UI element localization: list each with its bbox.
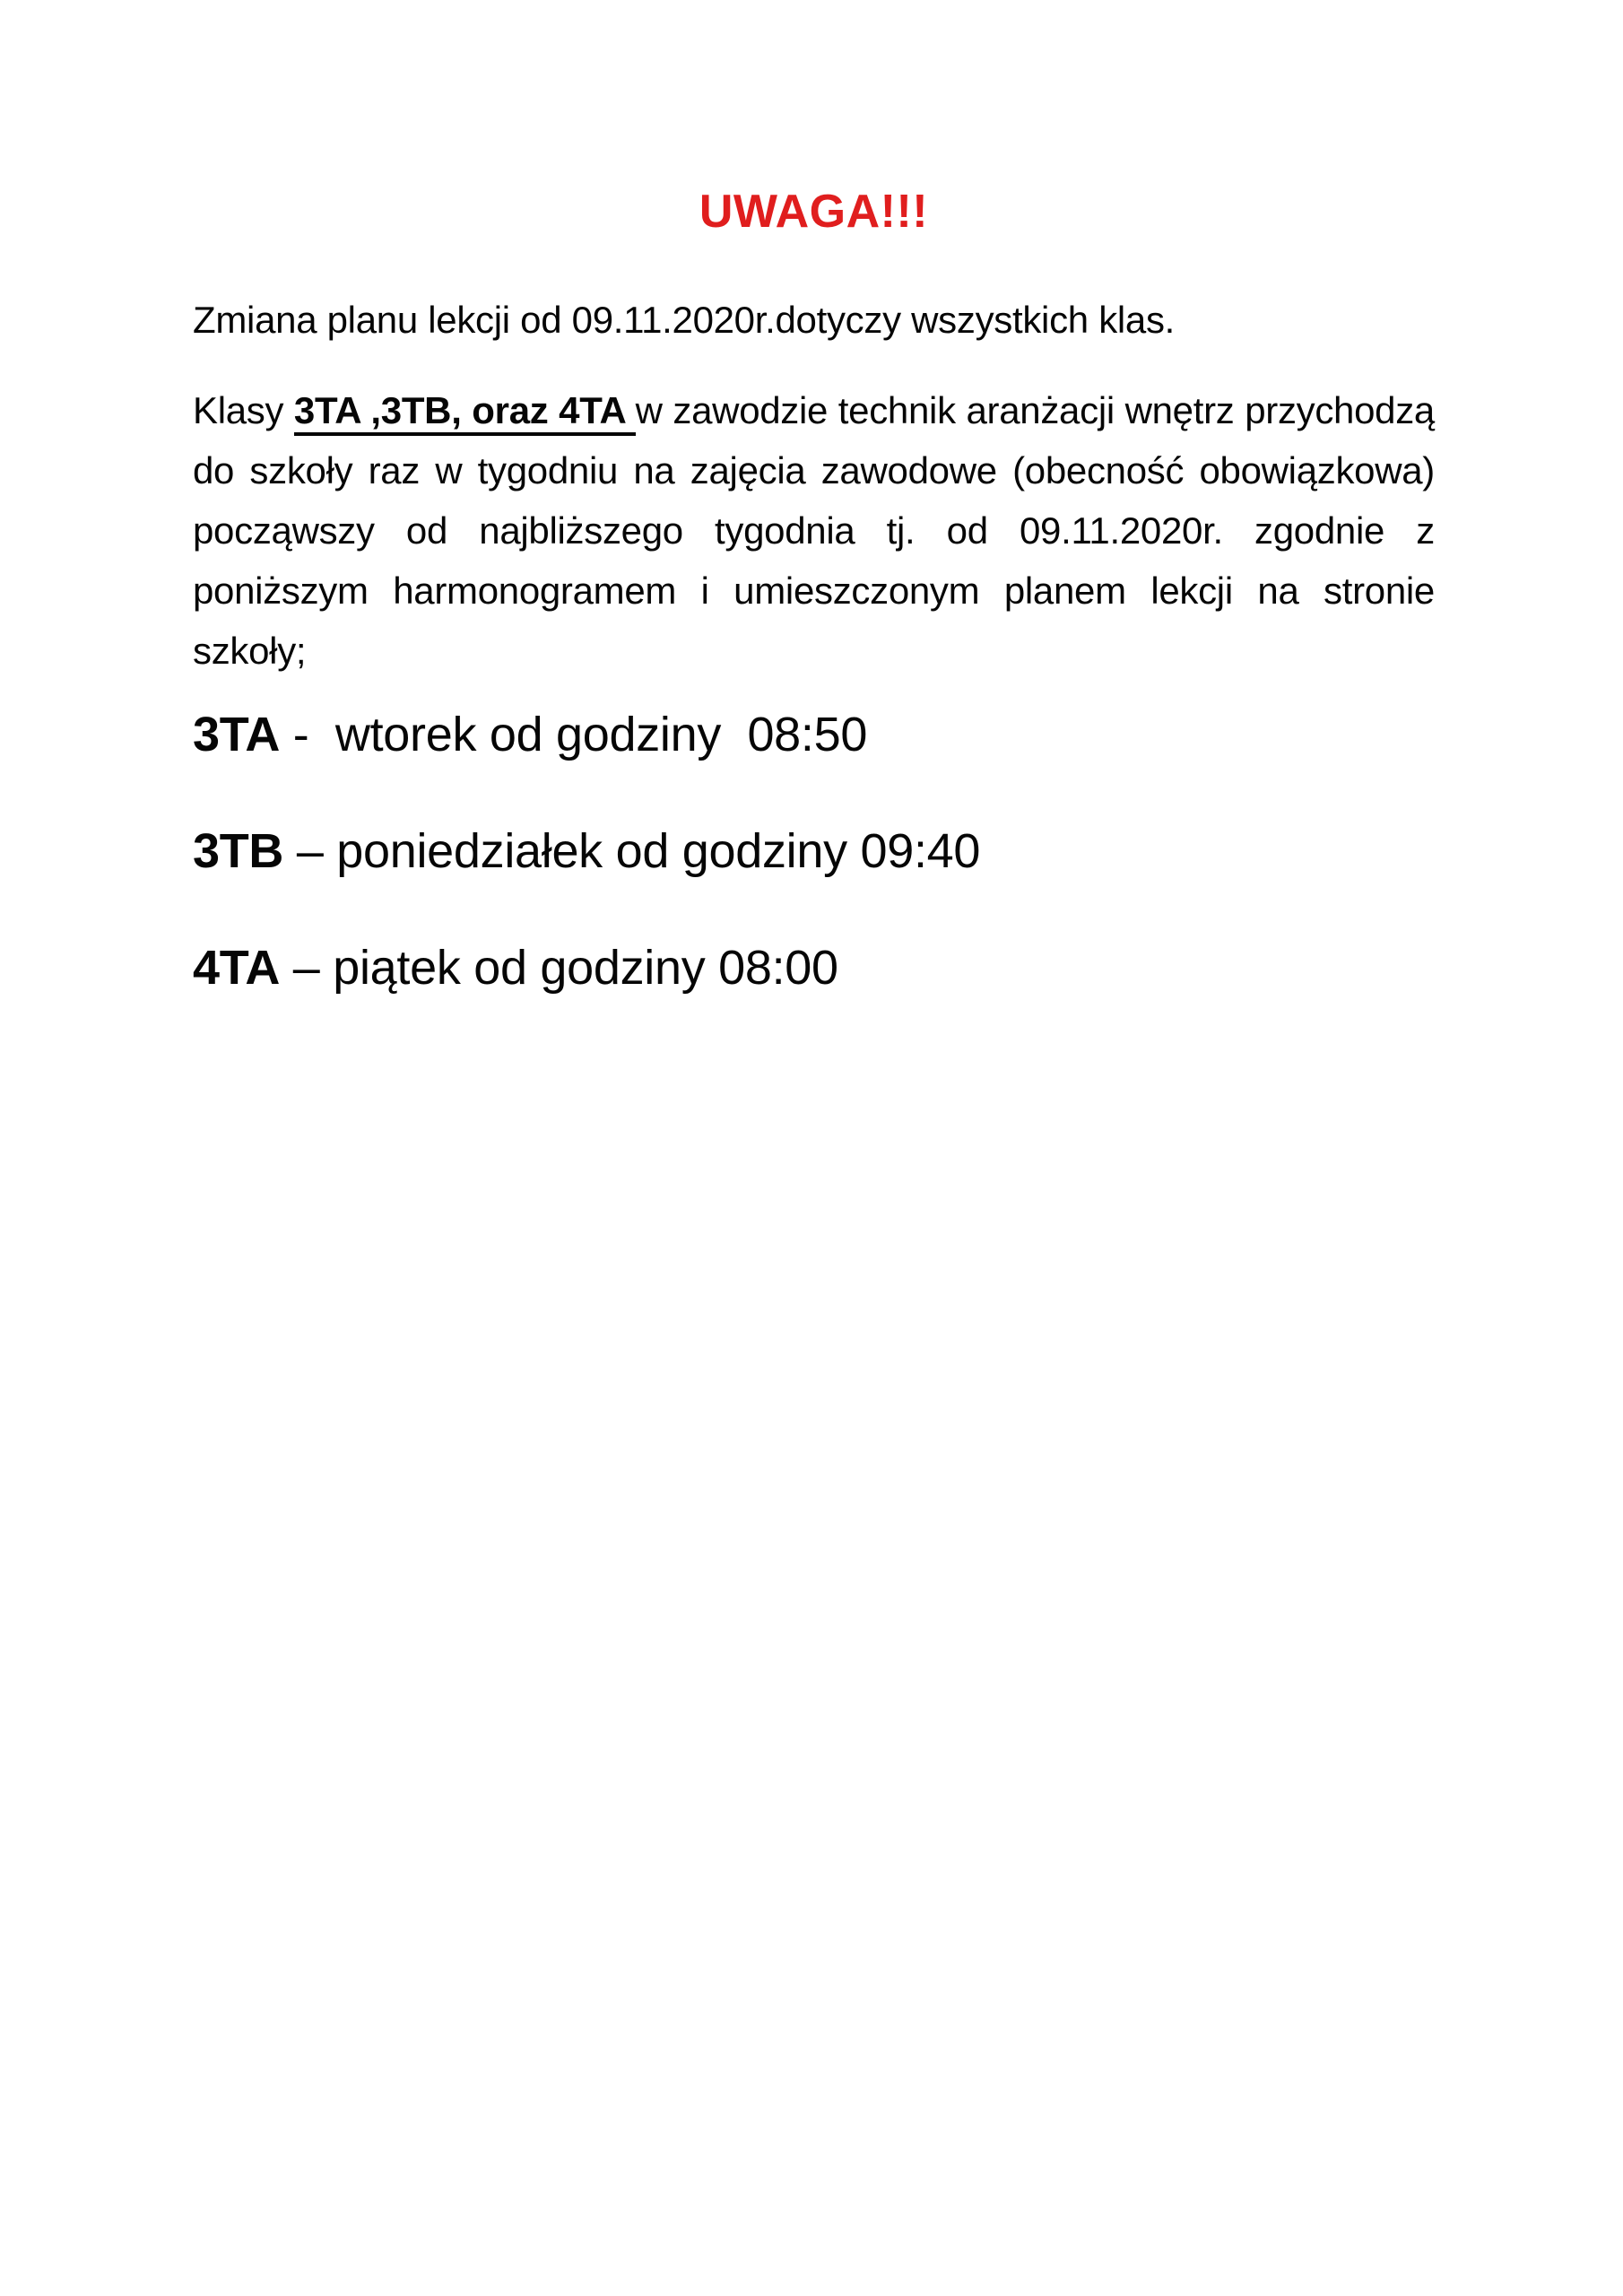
schedule-line-4ta <box>193 934 1435 1002</box>
main-paragraph-prefix: Klasy <box>193 389 294 431</box>
main-paragraph <box>193 380 1435 681</box>
schedule-details-3tb: – poniedziałek od godziny 09:40 <box>283 824 981 878</box>
main-paragraph-rest: w zawodzie technik aranżacji wnętrz przychodzą do szkoły raz w tygodniu na zajęcia zawodowe (obecność obowiązkowa) począwszy od najbliższego tygodnia tj. od 09.11.2020r. zgodnie z poniższym harmonogramem i umieszczonym planem lekcji na stronie szkoły; <box>193 389 1435 672</box>
schedule-details-3ta: - wtorek od godziny 08:50 <box>280 708 868 761</box>
schedule-details-4ta: – piątek od godziny 08:00 <box>280 941 838 995</box>
schedule-line-3ta <box>193 700 1435 769</box>
schedule-line-3tb <box>193 817 1435 885</box>
schedule-class-label-3ta: 3TA <box>193 708 281 761</box>
intro-paragraph: Zmiana planu lekcji od 09.11.2020r.dotyczy wszystkich klas. <box>193 299 1176 341</box>
schedule-class-label-3tb: 3TB <box>193 824 284 878</box>
notice-heading: UWAGA!!! <box>699 186 929 238</box>
schedule-class-label-4ta: 4TA <box>193 941 281 995</box>
class-list-highlight: 3TA ,3TB, oraz 4TA <box>294 389 636 436</box>
